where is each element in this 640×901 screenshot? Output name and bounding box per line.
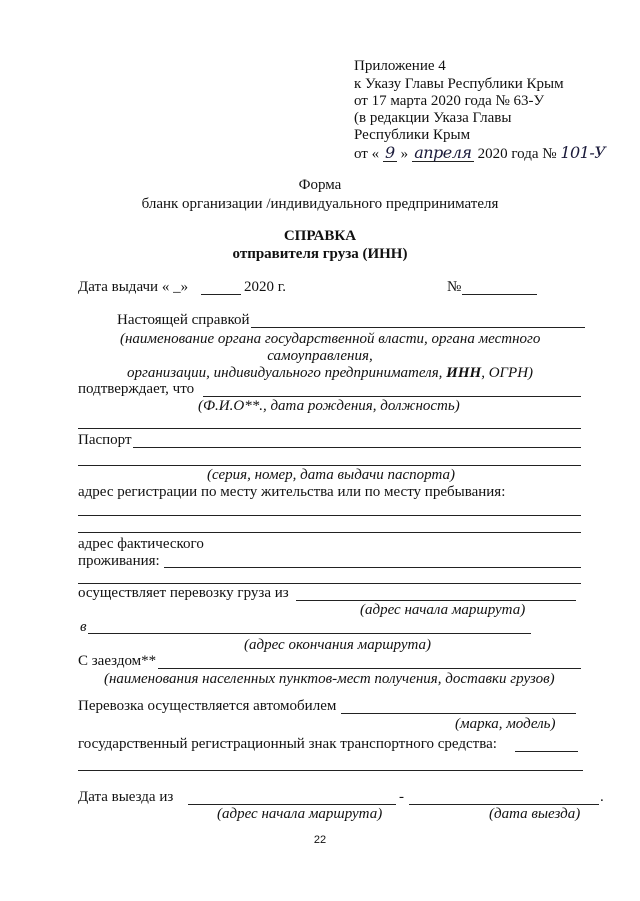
actual-address-line xyxy=(164,567,581,568)
vehicle-label: Перевозка осуществляется автомобилем xyxy=(78,698,337,714)
passport-label: Паспорт xyxy=(78,432,132,448)
actual-address-extra-line xyxy=(78,583,581,584)
plate-label: государственный регистрационный знак транспортного средства: xyxy=(78,736,497,752)
departure-label: Дата выезда из xyxy=(78,789,174,805)
annex-line-3: от 17 марта 2020 года № 63-У xyxy=(354,93,545,109)
form-subtitle: бланк организации /индивидуального предпринимателя xyxy=(141,196,499,212)
departure-address-line xyxy=(188,804,396,805)
person-line xyxy=(203,396,581,397)
organisation-hint-3c: , ОГРН) xyxy=(481,365,534,381)
issue-date-year: 2020 г. xyxy=(244,279,286,295)
annex-date-mid: » xyxy=(400,146,409,162)
route-start-hint: (адрес начала маршрута) xyxy=(360,602,526,618)
departure-date-line xyxy=(409,804,599,805)
registration-address-label: адрес регистрации по месту жительства или по месту пребывания: xyxy=(78,484,506,500)
document-title: СПРАВКА xyxy=(283,228,357,244)
vehicle-line xyxy=(341,713,576,714)
page-number: 22 xyxy=(313,834,327,846)
stopover-line xyxy=(158,668,581,669)
organisation-hint-3a: организации, индивидуального предпринимателя, xyxy=(127,365,447,381)
actual-address-label-1: адрес фактического xyxy=(78,536,204,552)
issue-date-month-line xyxy=(201,294,241,295)
plate-extra-line xyxy=(78,770,583,771)
departure-address-hint: (адрес начала маршрута) xyxy=(217,806,383,822)
annex-line-2: к Указу Главы Республики Крым xyxy=(354,76,564,92)
route-end-line xyxy=(88,633,531,634)
annex-line-1: Приложение 4 xyxy=(354,58,446,74)
passport-hint: (серия, номер, дата выдачи паспорта) xyxy=(207,467,455,483)
stopover-label: С заездом** xyxy=(78,653,157,669)
route-to-label: в xyxy=(80,619,87,635)
route-start-line xyxy=(296,600,576,601)
annex-line-4: (в редакции Указа Главы xyxy=(354,110,512,126)
organisation-line xyxy=(251,327,585,328)
organisation-hint-3 xyxy=(127,365,533,382)
handwritten-month: апреля xyxy=(412,144,474,162)
passport-extra-line xyxy=(78,465,581,466)
annex-line-5: Республики Крым xyxy=(354,127,471,143)
person-hint: (Ф.И.О**., дата рождения, должность) xyxy=(198,398,460,414)
document-subtitle: отправителя груза (ИНН) xyxy=(232,246,408,262)
issue-date-label xyxy=(78,279,188,296)
number-line xyxy=(462,294,537,295)
registration-address-line-1 xyxy=(78,515,581,516)
departure-date-hint: (дата выезда) xyxy=(489,806,581,822)
passport-line xyxy=(133,447,581,448)
issue-date-day-blank: _» xyxy=(173,279,189,295)
transport-from-label: осуществляет перевозку груза из xyxy=(78,585,289,601)
organisation-hint-2: самоуправления, xyxy=(267,348,373,364)
organisation-hint-1: (наименование органа государственной власти, органа местного xyxy=(120,331,541,347)
number-sign: № xyxy=(447,279,462,295)
handwritten-day: 9 xyxy=(383,144,397,162)
registration-address-line-2 xyxy=(78,532,581,533)
departure-dot: . xyxy=(600,789,604,805)
confirms-label: подтверждает, что xyxy=(78,381,195,397)
vehicle-hint: (марка, модель) xyxy=(455,716,556,732)
annex-line-6 xyxy=(354,144,604,163)
handwritten-number: 101-У xyxy=(560,143,606,162)
departure-dash: - xyxy=(399,789,404,805)
route-end-hint: (адрес окончания маршрута) xyxy=(244,637,432,653)
actual-address-label-2: проживания: xyxy=(78,553,160,569)
form-label: Форма xyxy=(298,177,342,193)
issue-date-prefix: Дата выдачи « xyxy=(78,279,170,295)
certifies-intro: Настоящей справкой xyxy=(117,312,250,328)
annex-date-prefix: от « xyxy=(354,146,380,162)
organisation-hint-inn: ИНН xyxy=(446,365,482,381)
annex-date-year: 2020 года № xyxy=(477,146,557,162)
stopover-hint: (наименования населенных пунктов-мест получения, доставки грузов) xyxy=(104,671,555,687)
plate-line xyxy=(515,751,578,752)
person-extra-line xyxy=(78,428,581,429)
